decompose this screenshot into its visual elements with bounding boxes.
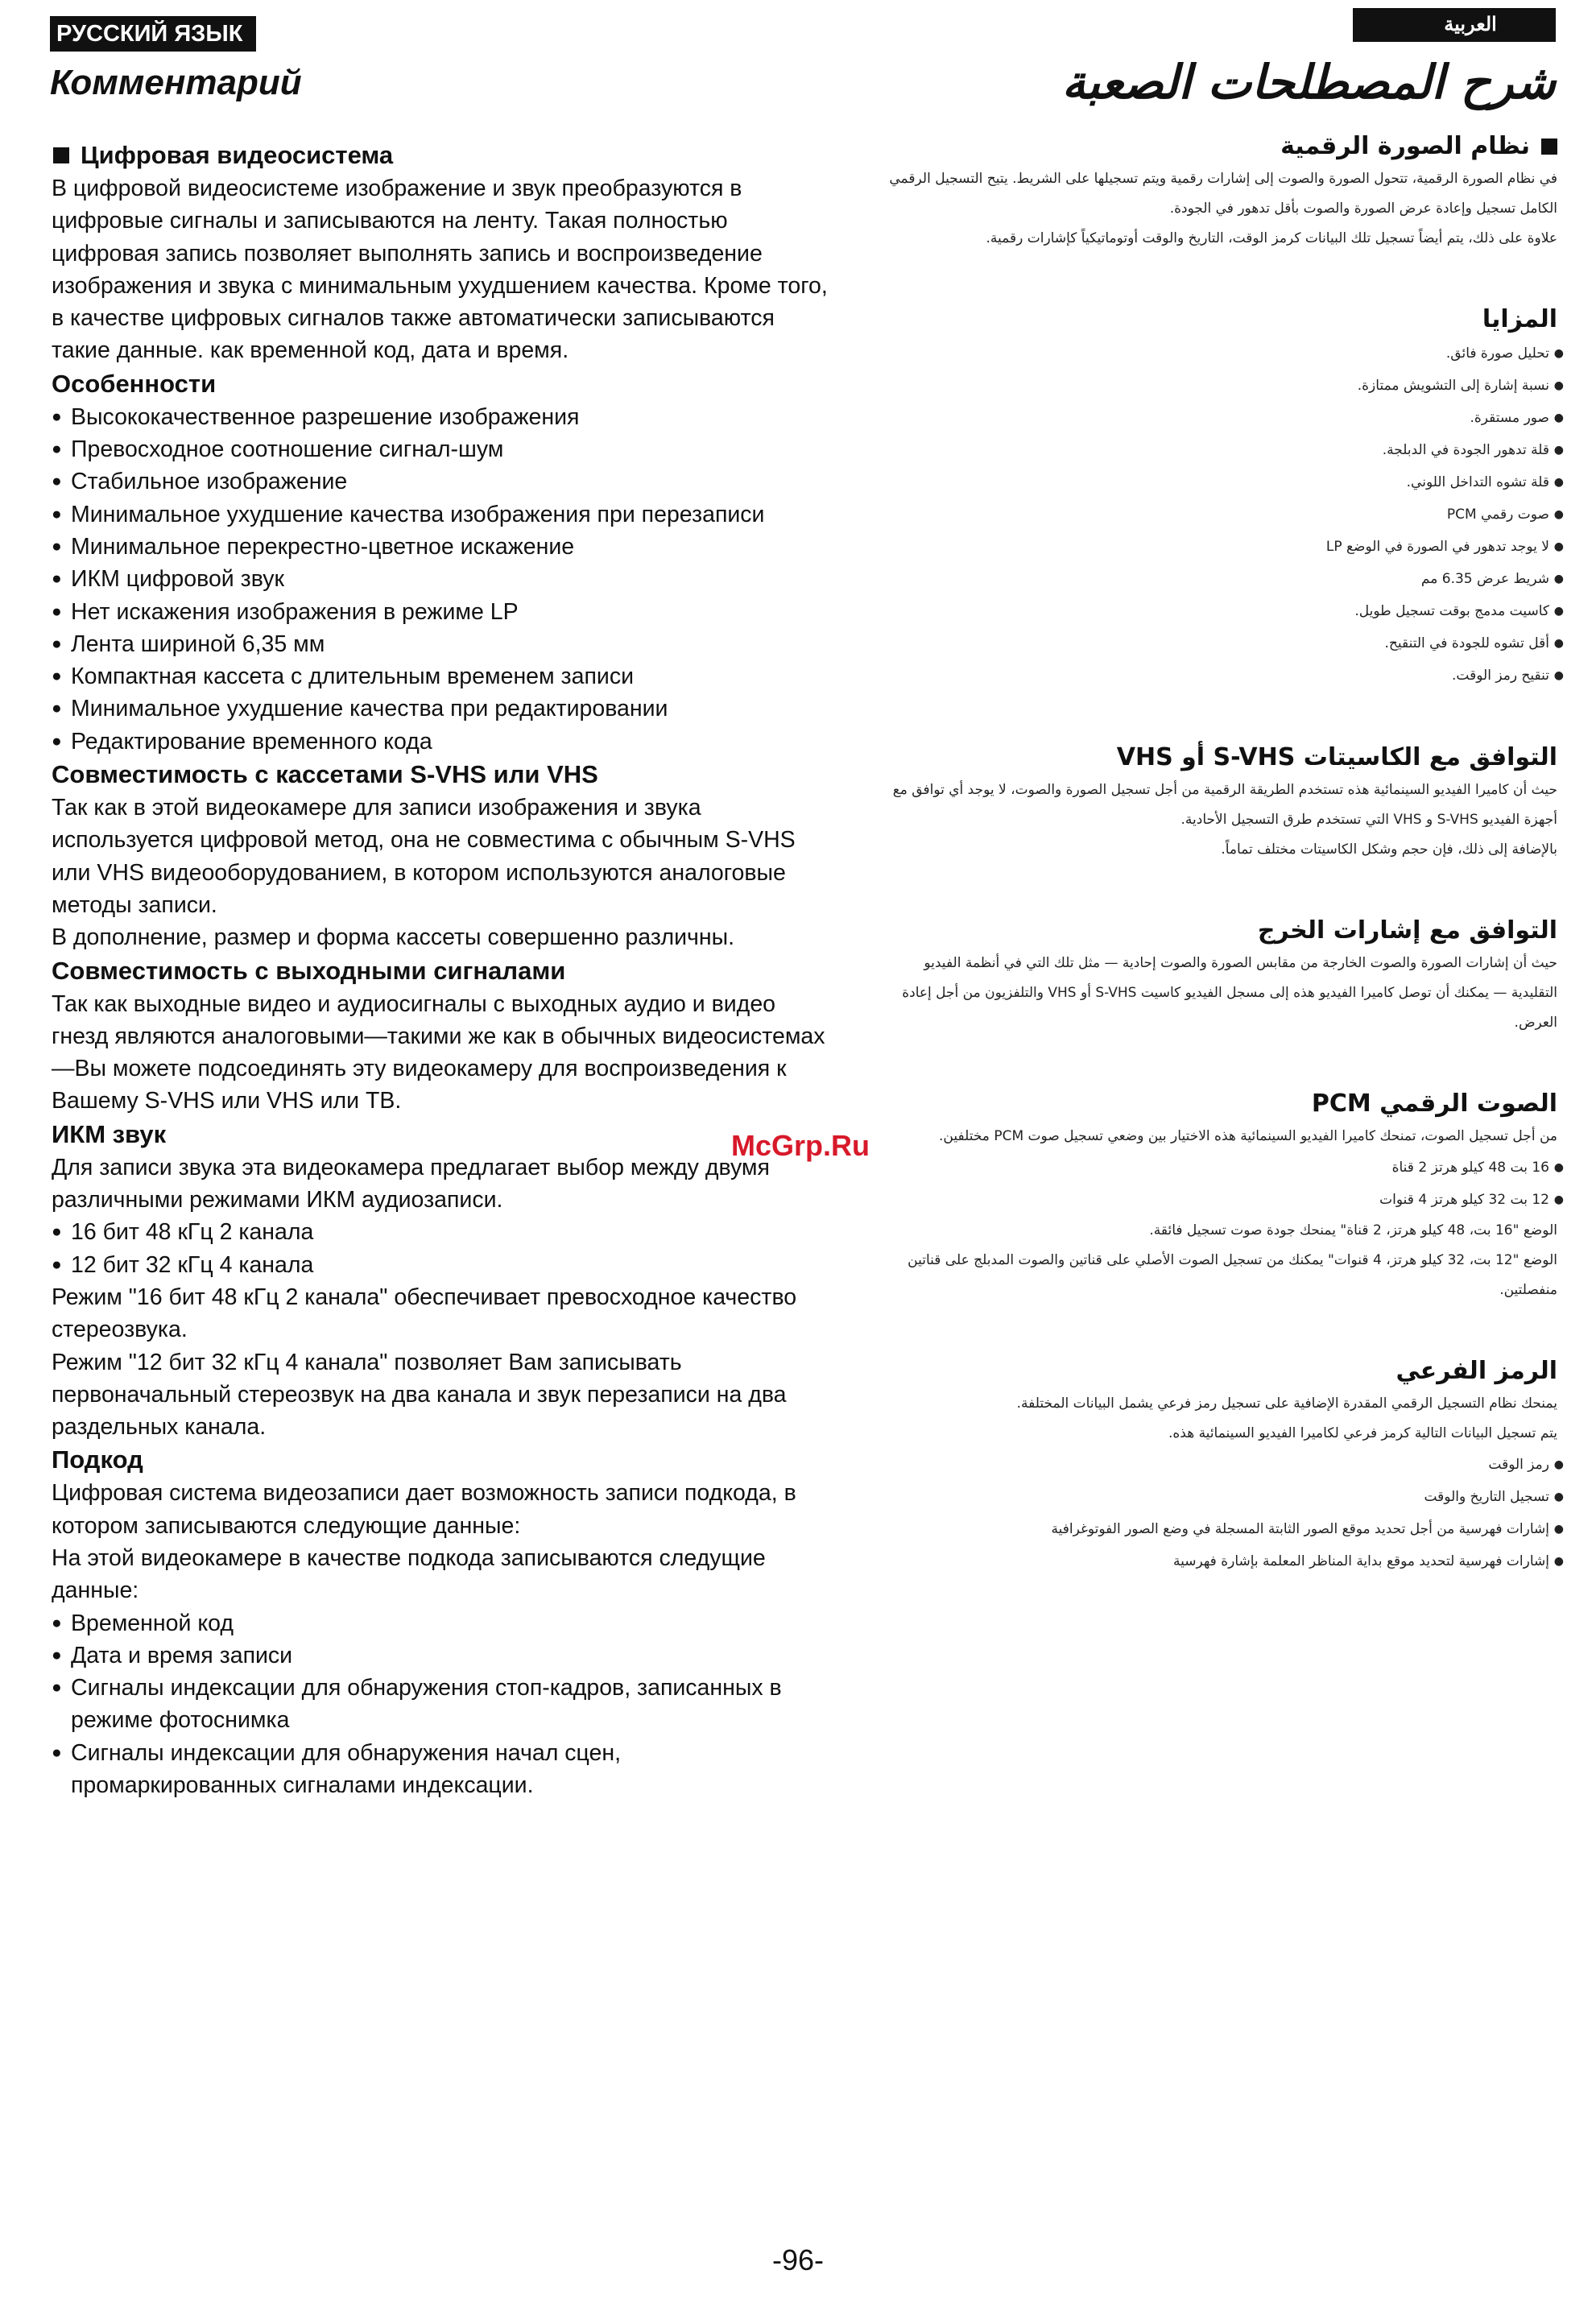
watermark: McGrp.Ru [731,1129,870,1162]
paragraph-pcm-intro: Для записи звука эта видеокамера предлагает выбор между двумя различными режимами ИКМ аудиозаписи. [52,1154,770,1214]
arabic-heading-pcm: الصوت الرقمي PCM [1311,1089,1557,1118]
arabic-section-output [886,913,1557,1038]
paragraph-digital-video: В цифровой видеосистеме изображение и звук преобразуются в цифровые сигналы и записываются на ленту. Такая полностью цифровая запись позволяет выполнять запись и воспроизведение изображения и звука с минимальным ухудшением качества. Кроме того, в качестве цифровых сигналов также автоматически записываются такие данные. как временной код, дата и время. [52,176,828,364]
arabic-section-cassette [886,740,1557,865]
list-item: ● Дата и время записи [52,1639,833,1672]
list-item: ● Стабильное изображение [52,465,833,498]
list-item: ● إشارات فهرسية لتحديد موقع بداية المناظر المعلمة بإشارة فهرسية [886,1545,1557,1577]
paragraph-cassette-size: В дополнение, размер и форма кассеты совершенно различны. [52,924,735,951]
list-item: ● Минимальное ухудшение качества при редактировании [52,693,833,725]
arabic-paragraph: الوضع "16 بت، 48 كيلو هرتز، 2 قناة" يمنحك جودة صوت تسجيل فائقة. [1149,1222,1557,1238]
list-item: ● Сигналы индексации для обнаружения стоп-кадров, записанных в режиме фотоснимка [52,1672,833,1737]
language-tab-arabic-label: العربية [1444,14,1497,35]
arabic-paragraph: يمنحك نظام التسجيل الرقمي المقدرة الإضافية على تسجيل رمز فرعي يشمل البيانات المختلفة. [1016,1395,1557,1412]
subcode-list [52,1607,833,1802]
list-item: ● 16 بت 48 كيلو هرتز 2 قناة [886,1152,1557,1184]
arabic-paragraph: يتم تسجيل البيانات التالية كرمز فرعي لكاميرا الفيديو السينمائية هذه. [1168,1425,1557,1441]
arabic-heading-digital-video: نظام الصورة الرقمية [886,129,1557,164]
list-item: ● قلة تشوه التداخل اللوني. [886,466,1557,498]
arabic-paragraph: حيث أن كاميرا الفيديو السينمائية هذه تستخدم الطريقة الرقمية من أجل تسجيل الصورة والصوت، لا يوجد أي توافق مع أجهزة الفيديو S-VHS و VHS التي تستخدم طرق التسجيل الأحادية. [892,782,1557,828]
heading-digital-video: Цифровая видеосистема [52,139,833,172]
russian-column [52,139,833,1801]
list-item: ● Нет искажения изображения в режиме LP [52,596,833,628]
list-item: ● رمز الوقت [886,1449,1557,1481]
language-tab-russian: РУССКИЙ ЯЗЫК [50,16,256,52]
list-item: ● Превосходное соотношение сигнал-шум [52,433,833,465]
arabic-heading-output-compat: التوافق مع إشارات الخرج [1257,916,1557,945]
arabic-heading-features: المزايا [1482,305,1557,333]
list-item: ● أقل تشوه للجودة في التنقيح. [886,627,1557,659]
arabic-features-list [886,337,1557,692]
list-item: ● Компактная кассета с длительным временем записи [52,660,833,693]
arabic-paragraph: حيث أن إشارات الصورة والصوت الخارجة من مقابس الصورة والصوت إحادية — مثل تلك التي في أنظمة الفيديو التقليدية — يمكنك أن توصل كاميرا الفيديو هذه إلى مسجل الفيديو كاسيت S-VHS أو VHS والتلفزيون من أجل إعادة العرض. [902,955,1557,1031]
list-item: ● تنقيح رمز الوقت. [886,659,1557,692]
list-item: ● Минимальное перекрестно-цветное искажение [52,531,833,563]
arabic-column [886,129,1557,1577]
list-item: ● صور مستقرة. [886,402,1557,434]
paragraph-subcode-data: На этой видеокамере в качестве подкода записываются следущие данные: [52,1544,766,1604]
list-item: ● Сигналы индексации для обнаружения начал сцен, промаркированных сигналами индексации. [52,1737,833,1802]
list-item: ● Минимальное ухудшение качества изображения при перезаписи [52,498,833,531]
language-tab-arabic [1353,8,1556,42]
list-item: ● Высококачественное разрешение изображения [52,401,833,433]
heading-subcode: Подкод [52,1445,143,1474]
list-item: ● Лента шириной 6,35 мм [52,628,833,660]
list-item: ● Временной код [52,1607,833,1639]
arabic-paragraph: الوضع "12 بت، 32 كيلو هرتز، 4 قنوات" يمكنك من تسجيل الصوت الأصلي على قناتين والصوت المدبلج على قناتين منفصلتين. [908,1252,1557,1298]
paragraph-output-compat: Так как выходные видео и аудиосигналы с выходных аудио и видео гнезд являются аналоговыми—такими же как в обычных видеосистемах—Вы можете подсоединять эту видеокамеру для воспроизведения к Вашему S-VHS или VHS или ТВ. [52,990,825,1114]
arabic-heading-cassette-compat: التوافق مع الكاسيتات S-VHS أو VHS [1116,743,1557,771]
arabic-paragraph: بالإضافة إلى ذلك، فإن حجم وشكل الكاسيتات مختلف تماماً. [1221,841,1557,858]
heading-output-compat: Совместимость с выходными сигналами [52,956,566,985]
heading-cassette-compat: Совместимость с кассетами S-VHS или VHS [52,760,598,789]
arabic-subcode-list [886,1449,1557,1577]
page-number: -96- [771,2243,825,2276]
features-list [52,401,833,758]
arabic-paragraph: في نظام الصورة الرقمية، تتحول الصورة والصوت إلى إشارات رقمية ويتم تسجيلها على الشريط. يتيح التسجيل الرقمي الكامل تسجيل وإعادة عرض الصورة والصوت بأقل تدهور في الجودة. [889,171,1557,217]
list-item: ● 12 бит 32 кГц 4 канала [52,1249,833,1281]
paragraph-pcm-16bit: Режим "16 бит 48 кГц 2 канала" обеспечивает превосходное качество стереозвука. [52,1284,797,1343]
arabic-heading-subcode: الرمز الفرعي [1395,1357,1557,1385]
arabic-pcm-list [886,1152,1557,1216]
list-item: ● شريط عرض 6.35 مم [886,563,1557,595]
paragraph-subcode-intro: Цифровая система видеозаписи дает возможность записи подкода, в котором записываются следующие данные: [52,1480,796,1539]
list-item: ● ИКМ цифровой звук [52,563,833,595]
arabic-paragraph: علاوة على ذلك، يتم أيضاً تسجيل تلك البيانات كرمز الوقت، التاريخ والوقت أوتوماتيكياً كإشارات رقمية. [986,230,1557,246]
heading-features: Особенности [52,369,217,398]
arabic-section-subcode [886,1354,1557,1577]
list-item: ● 12 بت 32 كيلو هرتز 4 قنوات [886,1184,1557,1216]
paragraph-pcm-12bit: Режим "12 бит 32 кГц 4 канала" позволяет Вам записывать первоначальный стереозвук на два канала и звук перезаписи на два раздельных канала. [52,1349,787,1441]
list-item: ● صوت رقمي PCM [886,498,1557,531]
list-item: ● تسجيل التاريخ والوقت [886,1481,1557,1513]
arabic-paragraph: من أجل تسجيل الصوت، تمنحك كاميرا الفيديو السينمائية هذه الاختيار بين وضعي تسجيل صوت PCM مختلفين. [939,1128,1557,1144]
page-title-russian: Комментарий [50,63,302,102]
list-item: ● قلة تدهور الجودة في الدبلجة. [886,434,1557,466]
list-item: ● تحليل صورة فائق. [886,337,1557,370]
arabic-section-features [886,302,1557,692]
list-item: ● 16 бит 48 кГц 2 канала [52,1216,833,1248]
list-item: ● Редактирование временного кода [52,726,833,758]
arabic-section-pcm [886,1086,1557,1305]
page-title-arabic: شرح المصطلحات الصعبة [1061,55,1556,110]
heading-pcm-sound: ИКМ звук [52,1119,167,1148]
list-item: ● نسبة إشارة إلى التشويش ممتازة. [886,370,1557,402]
pcm-modes-list [52,1216,833,1281]
paragraph-cassette-compat: Так как в этой видеокамере для записи изображения и звука используется цифровой метод, она не совместима с обычным S-VHS или VHS видеооборудованием, в котором используются аналоговые методы записи. [52,795,796,918]
list-item: ● لا يوجد تدهور في الصورة في الوضع LP [886,531,1557,563]
list-item: ● إشارات فهرسية من أجل تحديد موقع الصور الثابتة المسجلة في وضع الصور الفوتوغرافية [886,1513,1557,1545]
list-item: ● كاسيت مدمج بوقت تسجيل طويل. [886,595,1557,627]
